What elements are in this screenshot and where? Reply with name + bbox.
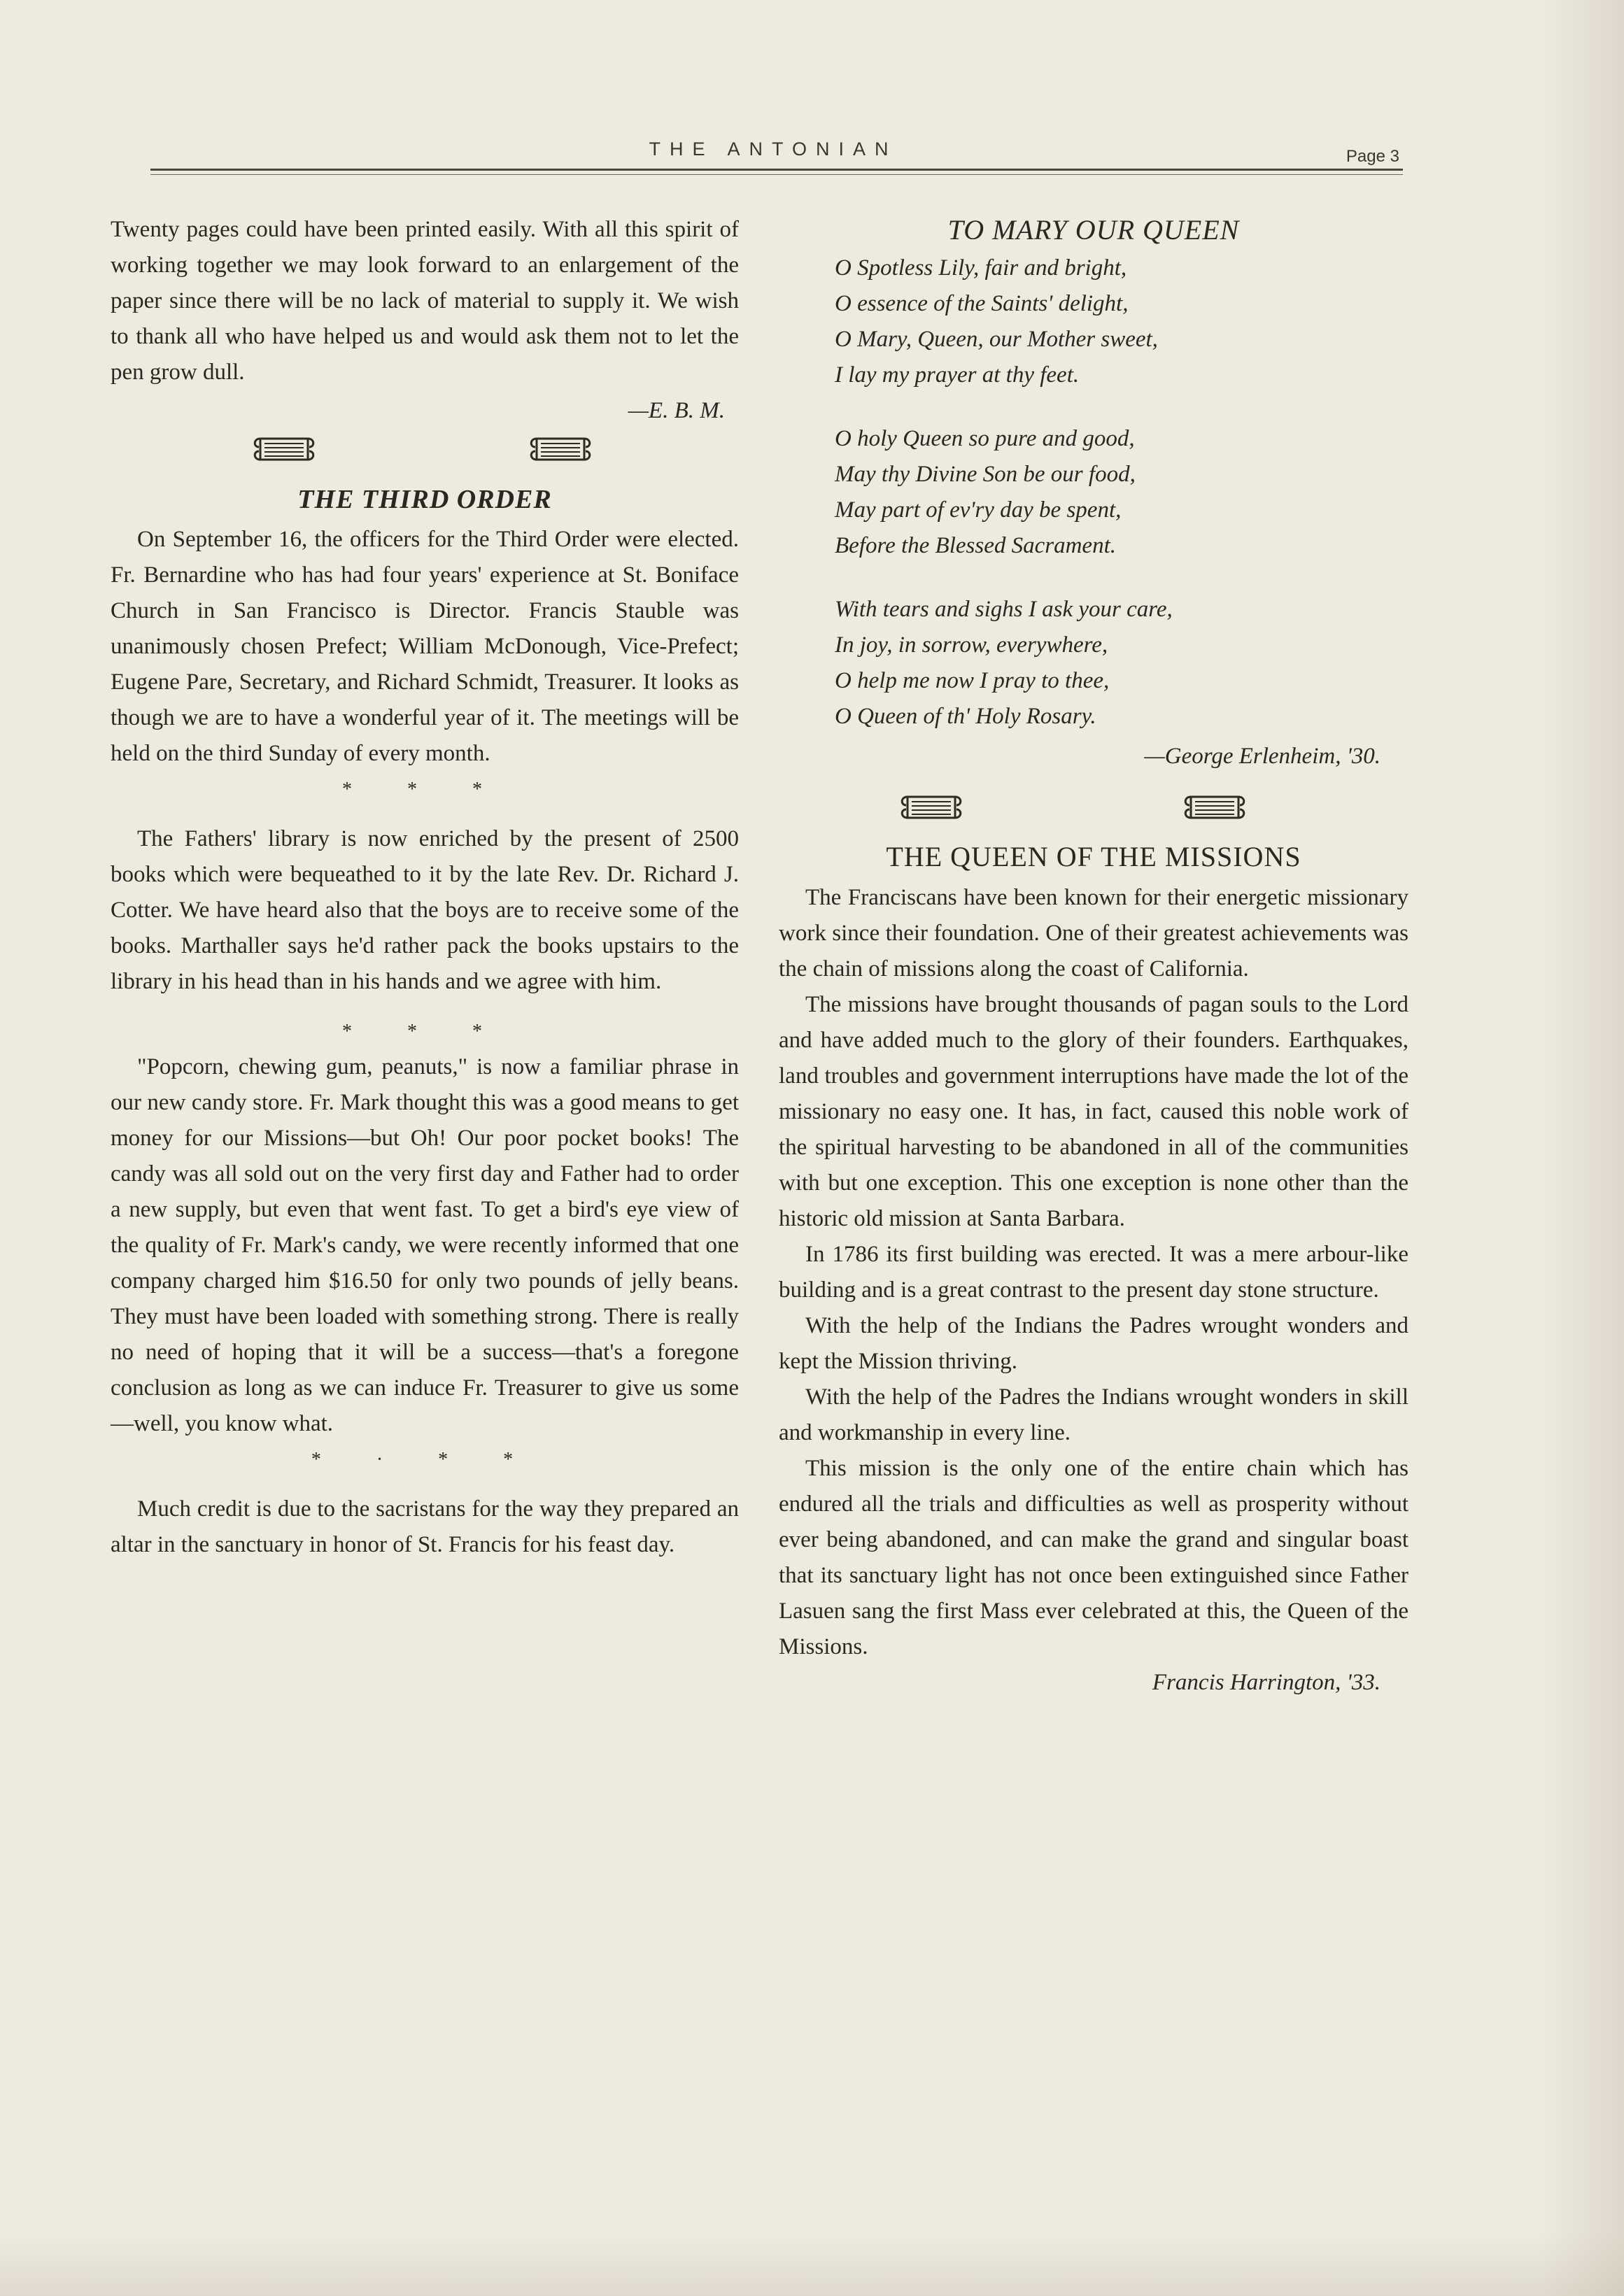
- poem-line: O holy Queen so pure and good,: [835, 426, 1135, 451]
- left-column: [111, 212, 739, 1563]
- intro-paragraph: Twenty pages could have been printed easily. With all this spirit of working together we may look forward to an enlargement of the paper since there will be no lack of material to supply it. We wish to thank all who have helped us and would ask them not to let the pen grow dull.: [111, 217, 739, 385]
- separator-stars: * * *: [342, 1021, 507, 1042]
- missions-paragraph: With the help of the Padres the Indians wrought wonders in skill and workmanship in every line.: [779, 1384, 1408, 1445]
- candy-store-paragraph: "Popcorn, chewing gum, peanuts," is now a familiar phrase in our new candy store. Fr. Mark thought this was a good means to get money for our Missions—but Oh! Our poor pocket books! The candy was all sold out on the very first day and Father had to order a new supply, but even that went fast. To get a bird's eye view of the quality of Fr. Mark's candy, we were recently informed that one company charged him $16.50 for only two pounds of jelly beans. They must have been loaded with something strong. There is really no need of hoping that it will be a success—that's a foregone conclusion as long as we can induce Fr. Treasurer to give us some—well, you know what.: [111, 1054, 739, 1436]
- library-paragraph: The Fathers' library is now enriched by the present of 2500 books which were bequeathed to it by the late Rev. Dr. Richard J. Cotter. We have heard also that the boys are to receive some of the books. Marthaller says he'd rather pack the books upstairs to the library in his head than in his hands and we agree with him.: [111, 826, 739, 994]
- header-rule: [150, 169, 1403, 171]
- page-number: Page 3: [1346, 147, 1399, 166]
- separator-stars: * · * *: [311, 1449, 539, 1471]
- poem-line: I lay my prayer at thy feet.: [835, 362, 1080, 388]
- poem-line: May thy Divine Son be our food,: [835, 462, 1136, 487]
- missions-author: Francis Harrington, '33.: [1152, 1670, 1381, 1695]
- page-edge-shadow: [1540, 0, 1624, 2296]
- poem-line: O help me now I pray to thee,: [835, 668, 1110, 693]
- scroll-ornament-icon: [898, 791, 965, 823]
- header-rule-thin: [150, 174, 1403, 175]
- sacristans-paragraph: Much credit is due to the sacristans for the way they prepared an altar in the sanctuary in honor of St. Francis for his feast day.: [111, 1496, 739, 1557]
- poem-line: With tears and sighs I ask your care,: [835, 597, 1173, 622]
- poem-line: O essence of the Saints' delight,: [835, 291, 1129, 316]
- missions-paragraph: This mission is the only one of the entire chain which has endured all the trials and difficulties as well as prosperity without ever being abandoned, and can make the grand and singular boast that its sanctuary light has not once been extinguished since Father Lasuen sang the first Mass ever celebrated at this, the Queen of the Missions.: [779, 1456, 1408, 1659]
- poem-line: O Spotless Lily, fair and bright,: [835, 255, 1127, 281]
- poem-stanza: [835, 421, 1408, 564]
- poem-author: —George Erlenheim, '30.: [1144, 744, 1381, 769]
- poem-stanza: [835, 250, 1408, 393]
- scroll-ornament-icon: [527, 433, 594, 465]
- masthead-title: THE ANTONIAN: [649, 139, 898, 160]
- right-column: [779, 212, 1408, 1701]
- poem: [779, 250, 1408, 735]
- intro-signature: —E. B. M.: [628, 398, 725, 423]
- missions-paragraph: The Franciscans have been known for their energetic missionary work since their foundation. One of their greatest achievements was the chain of missions along the coast of California.: [779, 885, 1408, 982]
- missions-paragraph: The missions have brought thousands of pagan souls to the Lord and have added much to the glory of their founders. Earthquakes, land troubles and government interruptions have made the lot of the missionary no easy one. It has, in fact, caused this noble work of the spiritual harvesting to be abandoned in all of the communities with but one exception. This one exception is none other than the historic old mission at Santa Barbara.: [779, 992, 1408, 1231]
- ornament-row: [111, 429, 739, 478]
- missions-paragraph: With the help of the Indians the Padres wrought wonders and kept the Mission thriving.: [779, 1313, 1408, 1374]
- poem-line: May part of ev'ry day be spent,: [835, 497, 1122, 523]
- ornament-row: [779, 787, 1408, 836]
- poem-line: Before the Blessed Sacrament.: [835, 533, 1116, 558]
- scroll-ornament-icon: [250, 433, 318, 465]
- missions-paragraph: In 1786 its first building was erected. It was a mere arbour-like building and is a great contrast to the present day stone structure.: [779, 1242, 1408, 1303]
- third-order-title: THE THIRD ORDER: [297, 485, 552, 514]
- missions-title: THE QUEEN OF THE MISSIONS: [886, 841, 1301, 872]
- scroll-ornament-icon: [1181, 791, 1248, 823]
- poem-line: O Queen of th' Holy Rosary.: [835, 704, 1096, 729]
- poem-title: TO MARY OUR QUEEN: [947, 214, 1240, 246]
- poem-stanza: [835, 592, 1408, 735]
- poem-line: O Mary, Queen, our Mother sweet,: [835, 327, 1158, 352]
- poem-line: In joy, in sorrow, everywhere,: [835, 632, 1108, 658]
- separator-stars: * * *: [342, 779, 507, 800]
- third-order-paragraph: On September 16, the officers for the Third Order were elected. Fr. Bernardine who has had four years' experience at St. Boniface Church in San Francisco is Director. Francis Stauble was unanimously chosen Prefect; William McDonough, Vice-Prefect; Eugene Pare, Secretary, and Richard Schmidt, Treasurer. It looks as though we are to have a wonderful year of it. The meetings will be held on the third Sunday of every month.: [111, 527, 739, 766]
- page-bottom-shadow: [0, 2233, 1624, 2296]
